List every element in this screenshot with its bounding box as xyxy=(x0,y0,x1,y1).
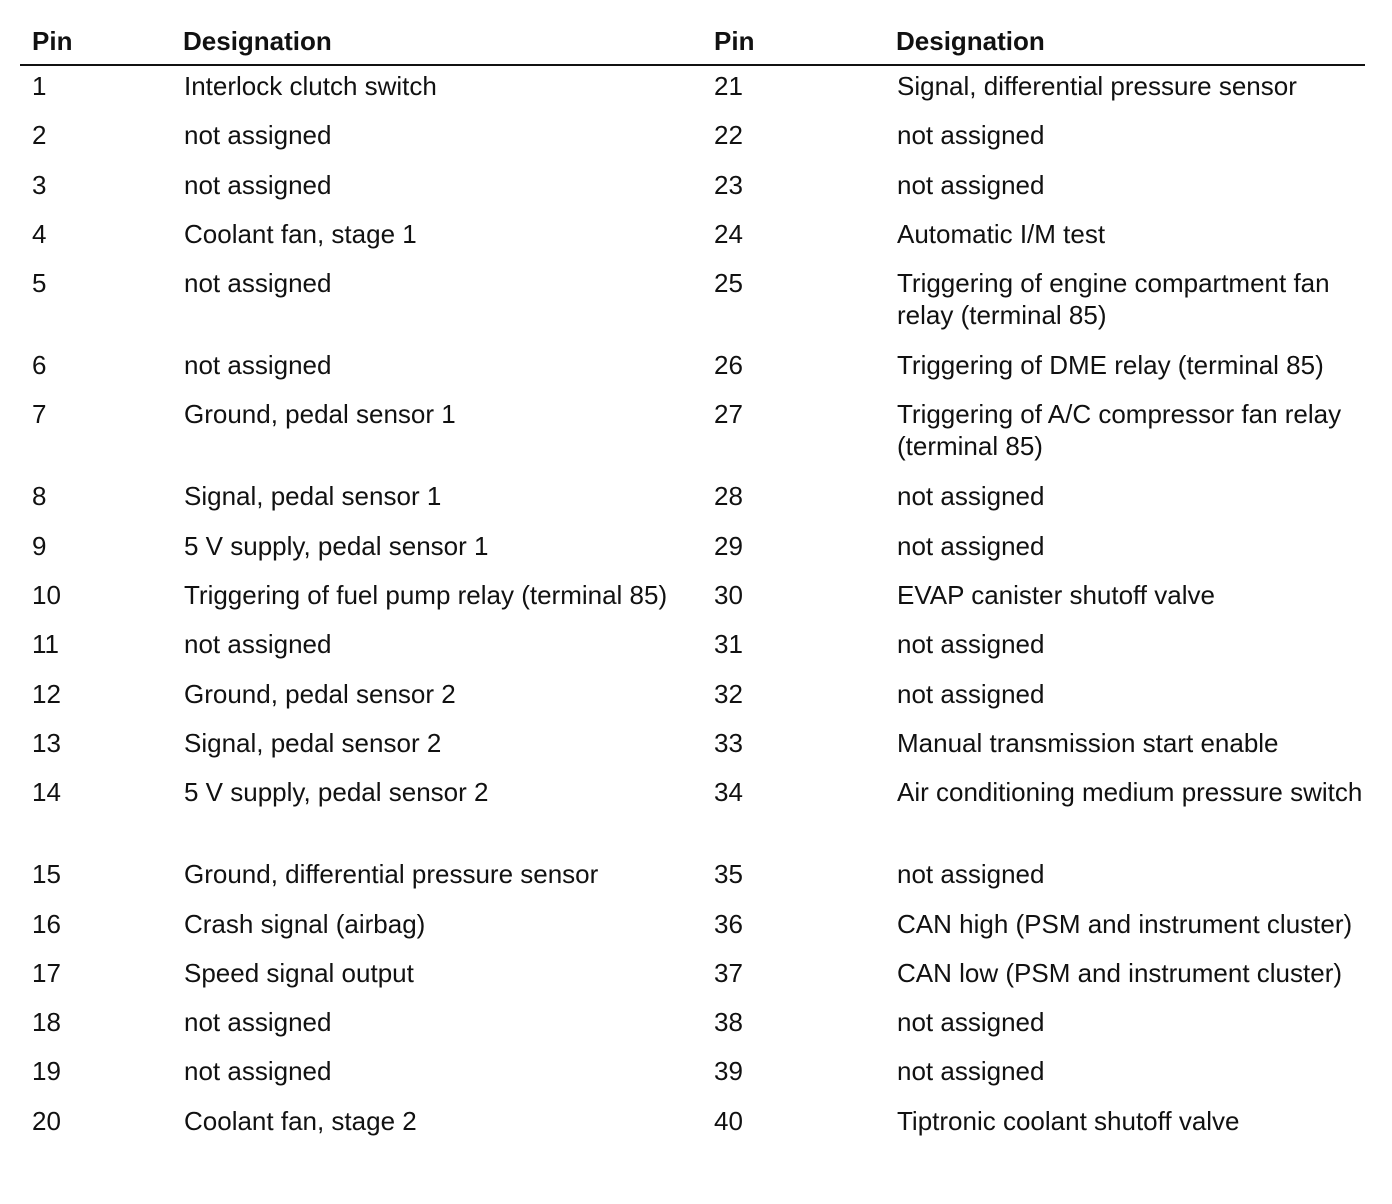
pin-designation: not assigned xyxy=(184,268,332,299)
pin-number: 21 xyxy=(714,71,743,101)
pin-designation: Automatic I/M test xyxy=(897,218,1106,249)
pin-number: 8 xyxy=(32,481,47,512)
pin-designation: Manual transmission start enable xyxy=(897,727,1279,758)
pin-designation: Coolant fan, stage 1 xyxy=(184,218,417,249)
table-row xyxy=(714,1105,1364,1154)
pin-number: 10 xyxy=(32,580,61,611)
designation-column-header: Designation xyxy=(183,26,332,56)
pin-designation: Tiptronic coolant shutoff valve xyxy=(897,1105,1240,1136)
pin-number: 33 xyxy=(714,727,743,758)
table-row xyxy=(32,727,712,776)
pin-designation: not assigned xyxy=(184,1007,332,1038)
table-row xyxy=(714,119,1364,168)
table-row xyxy=(32,70,712,119)
pin-designation: Coolant fan, stage 2 xyxy=(184,1105,417,1136)
table-row xyxy=(714,530,1364,579)
pin-designation: not assigned xyxy=(897,629,1045,660)
pin-number: 11 xyxy=(32,629,59,660)
table-row xyxy=(714,480,1364,529)
pin-number: 23 xyxy=(714,169,743,200)
table-row xyxy=(32,267,712,349)
table-row xyxy=(32,530,712,579)
pin-number: 39 xyxy=(714,1056,743,1087)
table-header-left xyxy=(32,18,712,64)
table-row xyxy=(32,858,712,907)
table-row xyxy=(32,1105,712,1154)
table-row xyxy=(714,908,1364,957)
pin-designation: Air conditioning medium pressure switch xyxy=(897,777,1363,808)
table-row xyxy=(714,727,1364,776)
table-row xyxy=(32,398,712,480)
pin-number: 28 xyxy=(714,481,743,512)
table-row xyxy=(714,1006,1364,1055)
pin-number: 29 xyxy=(714,530,743,561)
pin-designation: CAN low (PSM and instrument cluster) xyxy=(897,957,1343,988)
pin-number: 2 xyxy=(32,120,47,151)
pin-designation: Signal, pedal sensor 1 xyxy=(184,481,442,512)
table-row xyxy=(714,579,1364,628)
pin-designation: Interlock clutch switch xyxy=(184,71,437,101)
pin-designation: not assigned xyxy=(897,530,1045,561)
pin-designation: not assigned xyxy=(897,678,1045,709)
pin-designation: not assigned xyxy=(184,350,332,381)
pin-designation: 5 V supply, pedal sensor 1 xyxy=(184,530,489,561)
table-row xyxy=(714,628,1364,677)
pin-number: 9 xyxy=(32,530,47,561)
pin-number: 14 xyxy=(32,777,61,808)
pin-number: 12 xyxy=(32,678,61,709)
pin-number: 32 xyxy=(714,678,743,709)
table-row xyxy=(714,349,1364,398)
table-row xyxy=(32,1055,712,1104)
pin-designation: Crash signal (airbag) xyxy=(184,908,426,939)
pin-designation: not assigned xyxy=(897,1007,1045,1038)
pin-designation: Speed signal output xyxy=(184,957,414,988)
pin-designation: Ground, pedal sensor 2 xyxy=(184,678,456,709)
pin-designation: Triggering of engine compartment fan relay (terminal 85) xyxy=(897,268,1330,331)
pin-number: 15 xyxy=(32,859,61,890)
pin-designation: Ground, differential pressure sensor xyxy=(184,859,599,890)
pin-number: 13 xyxy=(32,727,61,758)
table-row xyxy=(714,1055,1364,1104)
pin-number: 37 xyxy=(714,957,743,988)
table-row xyxy=(32,678,712,727)
pin-designation: Ground, pedal sensor 1 xyxy=(184,399,456,430)
pin-designation: Signal, differential pressure sensor xyxy=(897,71,1297,101)
pin-designation: not assigned xyxy=(184,629,332,660)
pin-designation: not assigned xyxy=(897,120,1045,151)
pin-designation: Triggering of fuel pump relay (terminal 85) xyxy=(184,580,668,611)
table-row xyxy=(32,579,712,628)
pin-number: 36 xyxy=(714,908,743,939)
pin-number: 34 xyxy=(714,777,743,808)
table-row xyxy=(32,628,712,677)
pin-designation: Signal, pedal sensor 2 xyxy=(184,727,442,758)
pin-number: 22 xyxy=(714,120,743,151)
pin-designation: EVAP canister shutoff valve xyxy=(897,580,1215,611)
table-header-right xyxy=(714,18,1364,64)
pin-number: 16 xyxy=(32,908,61,939)
pin-designation: Triggering of DME relay (terminal 85) xyxy=(897,350,1324,381)
pin-number: 3 xyxy=(32,169,47,200)
pin-number: 35 xyxy=(714,859,743,890)
pin-number: 27 xyxy=(714,399,743,430)
table-row xyxy=(32,169,712,218)
table-row xyxy=(714,169,1364,218)
pin-designation: not assigned xyxy=(897,169,1045,200)
pin-column-header: Pin xyxy=(714,26,755,56)
pin-designation: not assigned xyxy=(897,859,1045,890)
table-row xyxy=(714,858,1364,907)
pin-number: 30 xyxy=(714,580,743,611)
pin-number: 20 xyxy=(32,1105,61,1136)
pin-column-header: Pin xyxy=(32,26,73,56)
pin-designation: not assigned xyxy=(184,120,332,151)
pin-designation: 5 V supply, pedal sensor 2 xyxy=(184,777,489,808)
pin-number: 40 xyxy=(714,1105,743,1136)
pin-number: 38 xyxy=(714,1007,743,1038)
table-row xyxy=(32,776,712,858)
pin-number: 17 xyxy=(32,957,61,988)
designation-column-header: Designation xyxy=(896,26,1045,56)
table-row xyxy=(714,218,1364,267)
table-row xyxy=(32,480,712,529)
pin-designation: not assigned xyxy=(897,481,1045,512)
pin-number: 18 xyxy=(32,1007,61,1038)
pin-number: 1 xyxy=(32,71,47,101)
pin-designation: not assigned xyxy=(184,1056,332,1087)
pin-number: 19 xyxy=(32,1056,61,1087)
table-row xyxy=(714,267,1364,349)
pin-number: 5 xyxy=(32,268,47,299)
pin-number: 24 xyxy=(714,218,743,249)
table-row xyxy=(714,70,1364,119)
pin-number: 6 xyxy=(32,350,47,381)
table-row xyxy=(32,218,712,267)
pin-number: 4 xyxy=(32,218,47,249)
pin-number: 31 xyxy=(714,629,743,660)
pin-designation: not assigned xyxy=(184,169,332,200)
pin-number: 25 xyxy=(714,268,743,299)
table-row xyxy=(714,957,1364,1006)
pin-designation: CAN high (PSM and instrument cluster) xyxy=(897,908,1353,939)
table-left-column xyxy=(32,18,712,1154)
table-row xyxy=(32,1006,712,1055)
table-row xyxy=(32,957,712,1006)
pin-number: 26 xyxy=(714,350,743,381)
pin-number: 7 xyxy=(32,399,47,430)
table-right-column xyxy=(714,18,1364,1154)
table-row xyxy=(32,908,712,957)
table-row xyxy=(32,119,712,168)
table-row xyxy=(714,678,1364,727)
pin-designation: not assigned xyxy=(897,1056,1045,1087)
table-row xyxy=(714,776,1364,858)
pin-designation: Triggering of A/C compressor fan relay (terminal 85) xyxy=(897,399,1342,462)
table-row xyxy=(32,349,712,398)
table-row xyxy=(714,398,1364,480)
